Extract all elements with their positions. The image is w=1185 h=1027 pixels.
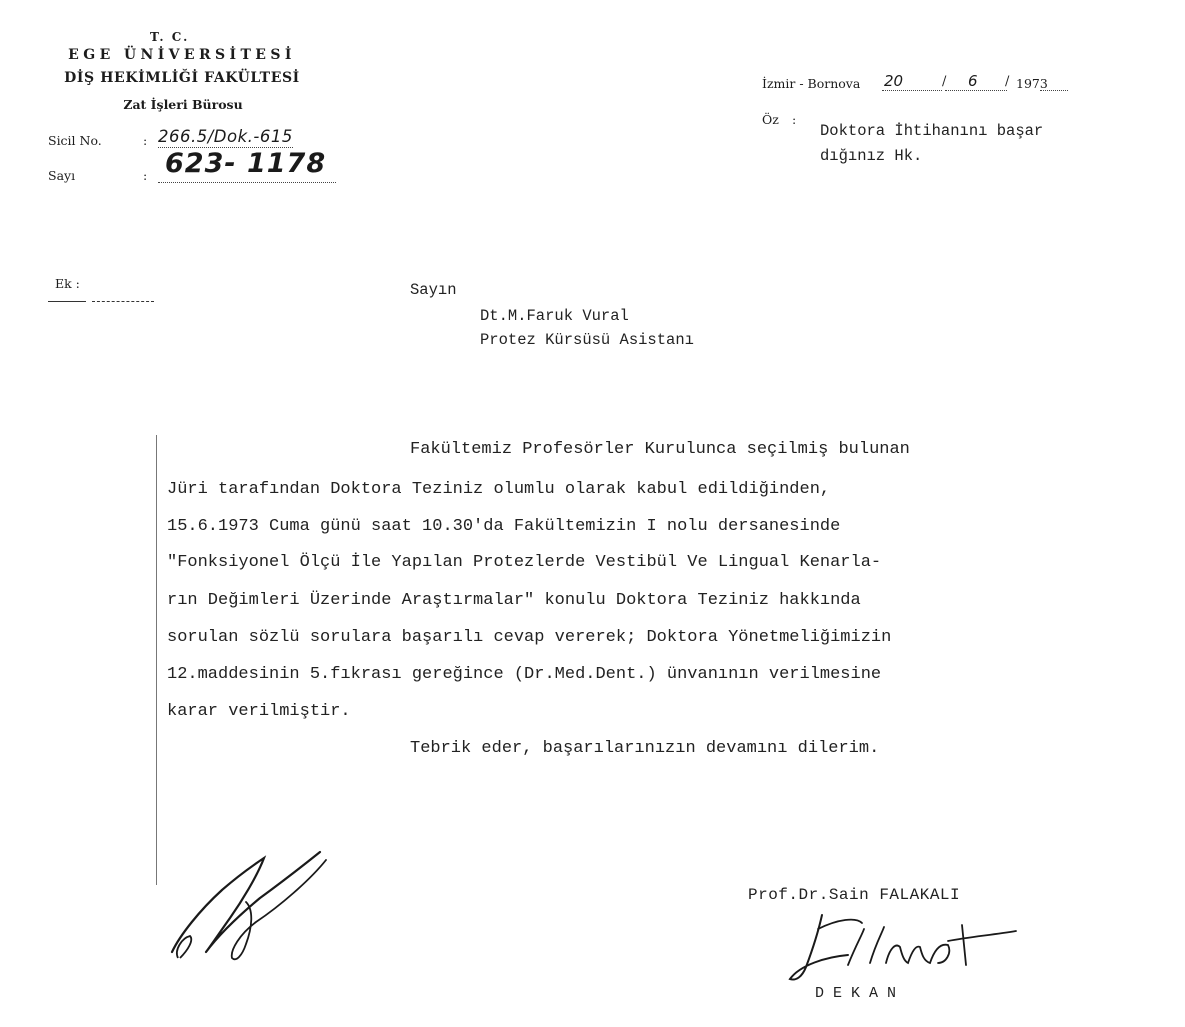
date-place: İzmir - Bornova — [762, 76, 861, 91]
body-line: 15.6.1973 Cuma günü saat 10.30'da Fakültemizin I nolu dersanesinde — [167, 517, 841, 536]
letterhead-faculty: DİŞ HEKİMLİĞİ FAKÜLTESİ — [64, 70, 300, 86]
body-line: 12.maddesinin 5.fıkrası gereğince (Dr.Med.Dent.) ünvanının verilmesine — [167, 665, 882, 684]
date-year-dots — [1040, 90, 1068, 91]
letterhead-university: EGE ÜNİVERSİTESİ — [68, 47, 296, 63]
closing-line: Tebrik eder, başarılarınızın devamını dilerim. — [410, 739, 880, 758]
sayi-dotted-line — [158, 182, 336, 183]
sayi-label: Sayı — [48, 168, 76, 183]
date-month-dots — [945, 90, 1007, 91]
sicil-number: 266.5/Dok.-615 — [158, 127, 293, 146]
ek-label: Ek : — [55, 276, 80, 291]
date-day-dots — [882, 90, 942, 91]
margin-rule — [156, 435, 157, 885]
subject-line-1: Doktora İhtihanını başar — [820, 122, 1044, 140]
addressee-salutation: Sayın — [410, 281, 457, 299]
addressee-title: Protez Kürsüsü Asistanı — [480, 331, 694, 349]
body-line: sorulan sözlü sorulara başarılı cevap vererek; Doktora Yönetmeliğimizin — [167, 628, 892, 647]
initial-signature — [160, 840, 340, 970]
addressee-name: Dt.M.Faruk Vural — [480, 307, 629, 325]
subject-label: Öz — [762, 112, 779, 127]
ek-dashed-line — [92, 301, 154, 302]
body-line: karar verilmiştir. — [167, 702, 351, 721]
signatory-name: Prof.Dr.Sain FALAKALI — [748, 886, 961, 904]
body-line: Jüri tarafından Doktora Teziniz olumlu olarak kabul edildiğinden, — [167, 480, 831, 499]
signatory-title: DEKAN — [815, 985, 906, 1002]
subject-line-2: dığınız Hk. — [820, 147, 923, 165]
body-line: "Fonksiyonel Ölçü İle Yapılan Protezlerde Vestibül Ve Lingual Kenarla- — [167, 553, 882, 572]
date-separator: / — [942, 74, 947, 89]
date-day: 20 — [884, 72, 904, 90]
letterhead-office: Zat İşleri Bürosu — [123, 97, 243, 112]
sayi-number-handwritten: 623- 1178 — [165, 148, 327, 179]
subject-colon: : — [792, 112, 797, 127]
body-line: rın Değimleri Üzerinde Araştırmalar" konulu Doktora Teziniz hakkında — [167, 591, 861, 610]
date-month: 6 — [968, 72, 978, 90]
sicil-colon: : — [143, 133, 148, 148]
date-year: 1973 — [1016, 76, 1048, 91]
letterhead-country: T. C. — [150, 30, 190, 44]
dean-signature — [778, 905, 1028, 990]
sicil-label: Sicil No. — [48, 133, 102, 148]
date-separator: / — [1005, 74, 1010, 89]
ek-underline — [48, 301, 86, 302]
body-line: Fakültemiz Profesörler Kurulunca seçilmiş bulunan — [410, 440, 910, 459]
sayi-colon: : — [143, 168, 148, 183]
